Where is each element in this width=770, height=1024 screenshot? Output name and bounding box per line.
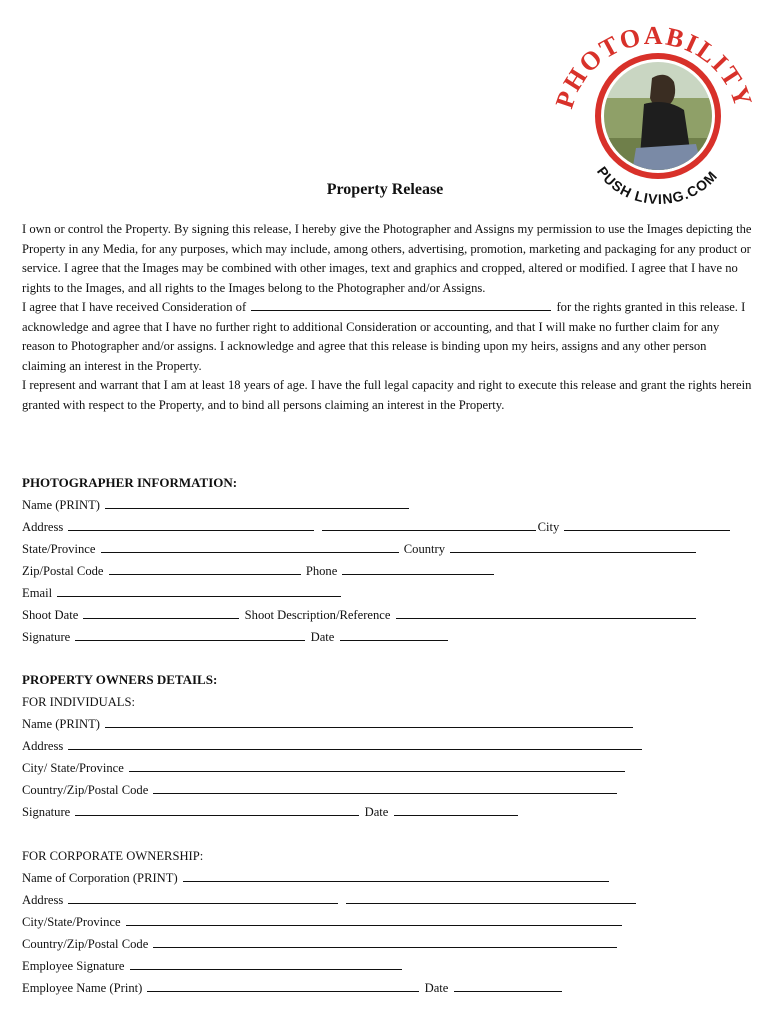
individual-name-row [22,715,635,733]
photographer-shoot-date-label: Shoot Date [22,608,79,622]
individual-date-label: Date [364,805,389,819]
individual-address-row [22,737,644,755]
individuals-heading: FOR INDIVIDUALS: [22,695,135,709]
photographer-address-field-1[interactable] [68,518,314,531]
employee-name-field[interactable] [147,979,419,992]
paragraph-warranty: I represent and warrant that I am at least 18 years of age. I have the full legal capacity and right to execute this release and grant the rights herein granted with respect to the Property, and to bind all persons claiming an interest in the Property. [22,378,752,412]
photoability-logo [548,18,760,204]
employee-name-label: Employee Name (Print) [22,981,143,995]
individual-address-label: Address [22,739,64,753]
corporate-name-row [22,869,611,887]
photographer-city-field[interactable] [564,518,730,531]
photographer-zip-row [22,562,496,580]
corporate-country-label: Country/Zip/Postal Code [22,937,149,951]
release-body [22,220,752,415]
photographer-country-field[interactable] [450,540,696,553]
photographer-city-label: City [537,520,560,534]
individual-city-field[interactable] [129,759,625,772]
photographer-signature-field[interactable] [75,628,305,641]
individual-signature-row [22,803,520,821]
photographer-signature-label: Signature [22,630,71,644]
photographer-shoot-desc-label: Shoot Description/Reference [244,608,391,622]
corporate-address-field-1[interactable] [68,891,338,904]
photographer-email-label: Email [22,586,53,600]
corporate-name-label: Name of Corporation (PRINT) [22,871,178,885]
employee-name-row [22,979,564,997]
photographer-phone-field[interactable] [342,562,494,575]
employee-signature-label: Employee Signature [22,959,125,973]
corporate-address-label: Address [22,893,64,907]
logo-top-text: PHOTOABILITY [549,20,759,112]
photographer-email-row [22,584,343,602]
corporate-city-label: City/State/Province [22,915,121,929]
photographer-email-field[interactable] [57,584,341,597]
paragraph-consideration [22,298,752,376]
individual-signature-label: Signature [22,805,71,819]
corporate-city-field[interactable] [126,913,622,926]
employee-signature-row [22,957,404,975]
photographer-name-label: Name (PRINT) [22,498,100,512]
corporate-country-row [22,935,619,953]
photographer-zip-label: Zip/Postal Code [22,564,104,578]
consideration-rest: for the rights granted in this release. I acknowledge and agree that I have no further right to additional Consideration or accounting, and that I will make no further claim for any reason to Photographer and/or assigns. I acknowledge and agree that this release is binding upon my heirs, assigns and any other person claiming an interest in the Property. [22,300,746,373]
individual-country-field[interactable] [153,781,617,794]
employee-date-field[interactable] [454,979,562,992]
corporate-address-field-2[interactable] [346,891,636,904]
individual-signature-field[interactable] [75,803,359,816]
owners-heading: PROPERTY OWNERS DETAILS: [22,672,218,687]
consideration-label: I agree that I have received Consideration of [22,300,247,314]
photographer-address-label: Address [22,520,64,534]
individual-name-label: Name (PRINT) [22,717,100,731]
corporate-city-row [22,913,624,931]
corporate-heading: FOR CORPORATE OWNERSHIP: [22,849,204,863]
corporate-address-row [22,891,638,909]
employee-signature-field[interactable] [130,957,402,970]
photographer-signature-row [22,628,450,646]
photographer-heading: PHOTOGRAPHER INFORMATION: [22,475,238,490]
photographer-state-field[interactable] [101,540,399,553]
individual-country-row [22,781,619,799]
individual-name-field[interactable] [105,715,633,728]
photographer-name-field[interactable] [105,496,409,509]
photographer-country-label: Country [403,542,446,556]
photographer-address-field-2[interactable] [322,518,536,531]
photographer-shoot-date-field[interactable] [83,606,239,619]
photographer-state-row [22,540,698,558]
individual-city-row [22,759,627,777]
photographer-shoot-desc-field[interactable] [396,606,696,619]
individual-date-field[interactable] [394,803,518,816]
paragraph-permission: I own or control the Property. By signing this release, I hereby give the Photographer and Assigns my permission to use the Images depicting the Property in any Media, for any purposes, which may include, among others, advertising, promotion, marketing and packaging for any product or service. I agree that the Images may be combined with other images, text and graphics and cropped, altered or modified. I agree that I have no rights to the Images, and all rights to the Images belong to the Photographer and/or Assigns. [22,222,752,295]
photographer-date-label: Date [310,630,335,644]
corporate-country-field[interactable] [153,935,617,948]
individual-country-label: Country/Zip/Postal Code [22,783,149,797]
photographer-name-row [22,496,411,514]
photographer-state-label: State/Province [22,542,96,556]
photographer-phone-label: Phone [305,564,338,578]
individual-address-field[interactable] [68,737,642,750]
photographer-shoot-row [22,606,698,624]
logo-bottom-text: PUSH LIVING.COM [593,163,721,204]
document-title: Property Release [326,181,444,198]
employee-date-label: Date [424,981,449,995]
photographer-address-row [22,518,732,536]
corporate-name-field[interactable] [183,869,609,882]
photographer-zip-field[interactable] [109,562,301,575]
consideration-field[interactable] [251,298,551,311]
photographer-date-field[interactable] [340,628,448,641]
individual-city-label: City/ State/Province [22,761,124,775]
